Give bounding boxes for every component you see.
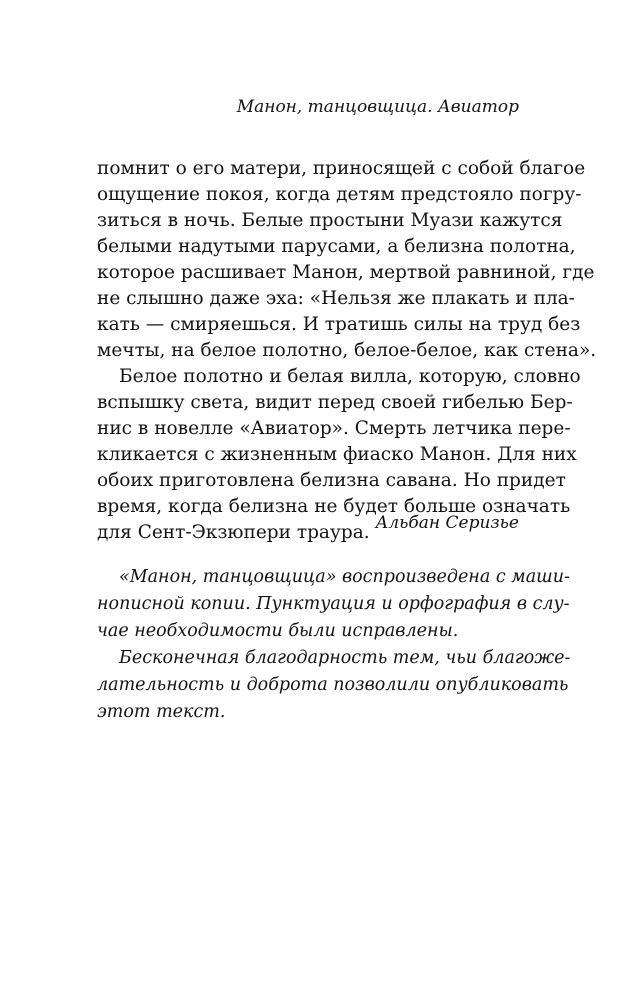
paragraph-1	[97, 156, 597, 364]
paragraph-line: нис в новелле «Авиатор». Смерть летчика пере-	[97, 418, 571, 439]
paragraph-line: кать — смиряешься. И тратишь силы на труд без	[97, 314, 581, 335]
note-line: Бесконечная благодарность тем, чьи благоже-	[119, 648, 571, 668]
paragraph-line: для Сент-Экзюпери траура.	[97, 522, 370, 543]
note-line: лательность и доброта позволили опубликовать	[97, 675, 569, 695]
editorial-note	[97, 564, 571, 726]
note-line: «Манон, танцовщица» воспроизведена с маши-	[119, 567, 570, 587]
paragraph-line: не слышно даже эха: «Нельзя же плакать и пла-	[97, 288, 575, 309]
note-line: чае необходимости были исправлены.	[97, 621, 459, 641]
paragraph-line: Белое полотно и белая вилла, которую, словно	[119, 366, 581, 387]
note-2	[97, 645, 571, 726]
paragraph-line: зиться в ночь. Белые простыни Муази кажутся	[97, 210, 563, 231]
running-head: Манон, танцовщица. Авиатор	[236, 97, 519, 117]
paragraph-line: мечты, на белое полотно, белое-белое, как стена».	[97, 340, 597, 361]
note-line: этот текст.	[97, 702, 226, 722]
paragraph-line: кликается с жизненным фиаско Манон. Для них	[97, 444, 577, 465]
paragraph-line: которое расшивает Манон, мертвой равниной, где	[97, 262, 595, 283]
paragraph-line: ощущение покоя, когда детям предстояло погру-	[97, 184, 582, 205]
paragraph-line: помнит о его матери, приносящей с собой благое	[97, 158, 586, 179]
note-1	[97, 564, 570, 645]
paragraph-line: обоих приготовлена белизна савана. Но придет	[97, 470, 566, 491]
author-signature: Альбан Серизье	[375, 513, 519, 533]
note-line: нописной копии. Пунктуация и орфография в слу-	[97, 594, 570, 614]
essay-body	[97, 156, 597, 546]
paragraph-line: белыми надутыми парусами, а белизна полотна,	[97, 236, 576, 257]
paragraph-line: время, когда белизна не будет больше означать	[97, 496, 571, 517]
paragraph-line: вспышку света, видит перед своей гибелью Бер-	[97, 392, 573, 413]
